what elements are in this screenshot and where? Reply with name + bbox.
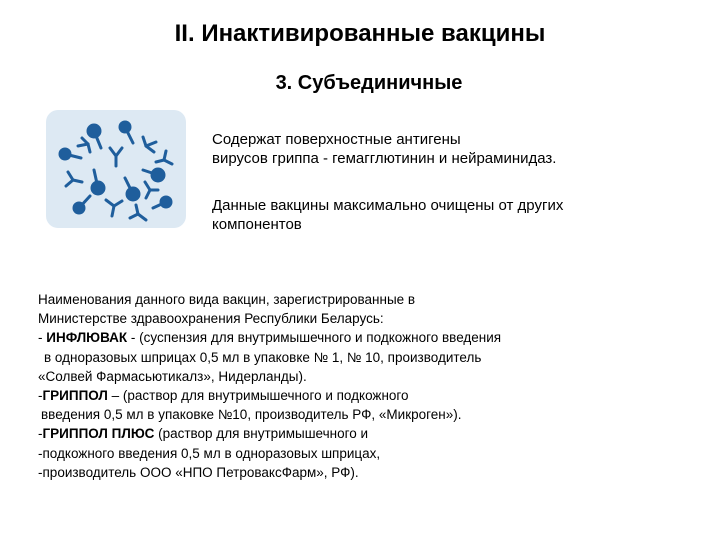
grippol-line-2: введения 0,5 мл в упаковке №10, производитель РФ, «Микроген»). [41, 407, 462, 423]
grippol-name: ГРИППОЛ [42, 388, 108, 404]
influvac-prefix: - [38, 330, 47, 346]
grippol-prefix: - [38, 388, 43, 404]
grippol-text-1: – (раствор для внутримышечного и подкожного [107, 388, 409, 404]
antigens-description-line-1: Содержат поверхностные антигены [212, 131, 461, 148]
grippol-plus-line-1 [38, 424, 698, 443]
purification-description-line-2: компонентов [212, 216, 302, 233]
influvac-name: ИНФЛЮВАК [46, 330, 128, 346]
registered-vaccines-list [38, 290, 698, 482]
influvac-text-1: - (суспензия для внутримышечного и подкожного введения [127, 330, 502, 346]
grippol-line-1 [38, 386, 698, 405]
grippol-plus-text-1: (раствор для внутримышечного и [154, 426, 369, 442]
antigens-icon [46, 110, 186, 228]
influvac-line-3: «Солвей Фармасьютикалз», Нидерланды). [38, 368, 307, 384]
slide-subtitle: 3. Субъединичные [275, 72, 463, 94]
purification-description-line-1: Данные вакцины максимально очищены от других [212, 197, 564, 214]
registry-intro-line-2: Министерстве здравоохранения Республики Беларусь: [38, 311, 384, 327]
grippol-plus-line-3: -производитель ООО «НПО ПетроваксФарм», РФ). [38, 464, 359, 480]
antigens-description [212, 130, 682, 168]
antigens-description-line-2: вирусов гриппа - гемагглютинин и нейраминидаз. [212, 150, 557, 167]
subunit-antigens-illustration [46, 110, 186, 228]
slide-title: II. Инактивированные вакцины [174, 20, 546, 47]
grippol-plus-prefix: - [38, 426, 43, 442]
grippol-plus-line-2: -подкожного введения 0,5 мл в одноразовых шприцах, [38, 445, 381, 461]
influvac-line-1 [38, 328, 698, 347]
purification-description [212, 196, 682, 234]
grippol-plus-name: ГРИППОЛ ПЛЮС [42, 426, 155, 442]
illustration-background [46, 110, 186, 228]
influvac-line-2: в одноразовых шприцах 0,5 мл в упаковке № 1, № 10, производитель [44, 349, 482, 365]
registry-intro-line-1: Наименования данного вида вакцин, зарегистрированные в [38, 292, 416, 307]
